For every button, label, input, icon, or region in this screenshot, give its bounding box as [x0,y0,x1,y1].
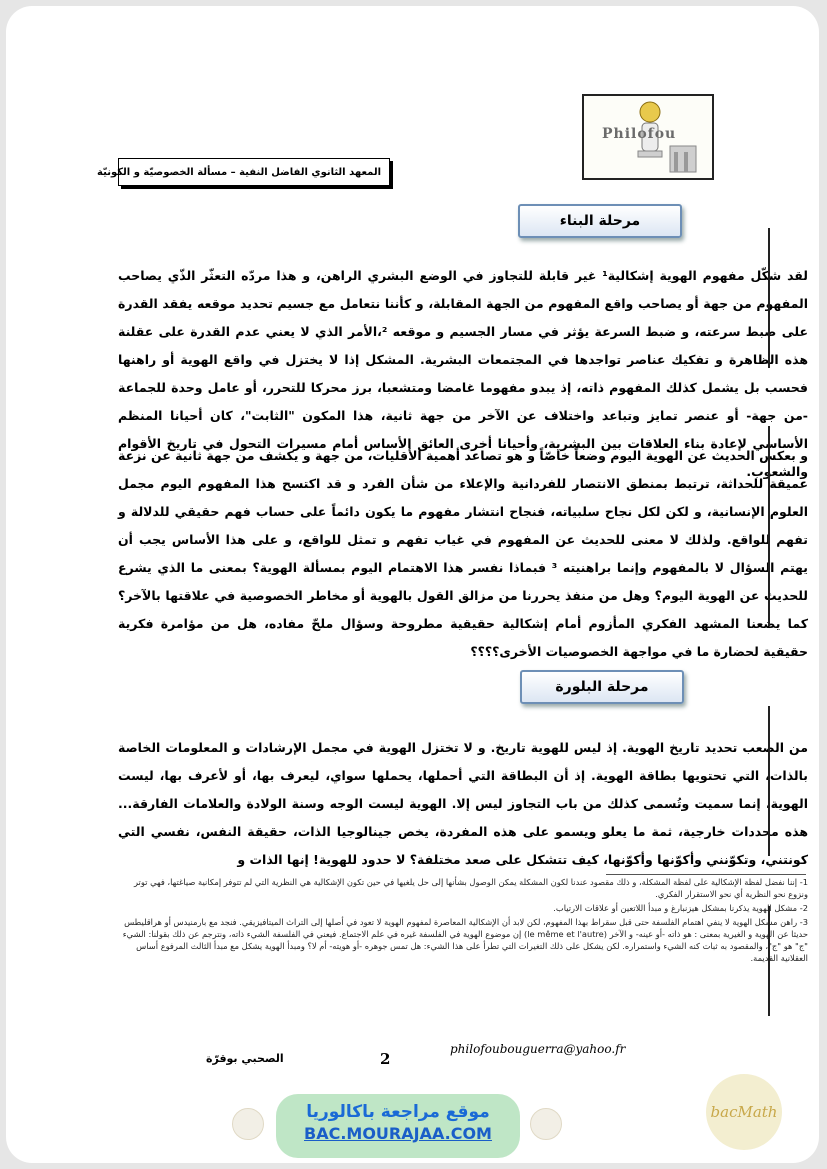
site-logo-icon [530,1108,562,1140]
footnote-3: 3- راهن مشكل الهوية لا ينفي اهتمام الفلسفة حتى قبل سقراط بهذا المفهوم، لكن لابد أن الإشكالية المعاصرة لمفهوم الهوية لا تعود في أصلها إلى التراث الميتافيزيقي. فنجد مع بارمنيدس أو هراقليطس حديثا عن الهوية و الغيرية بمعنى : هو ذاته -أو عينه- و الآخر (le même et l'autre) إن موضوع الهوية في الفلسفة غيره في علم الاجتماع. فيعني في الفلسفة الشيء ذاته، ونترجم عن ذلك بقولنا: الشيء "ج" هو "ج"، والمقصود به ثبات كنه الشيء واستمراره. لكن يشكل على ذلك التغيرات التي تطرأ على هذا الشيء: هل تمس جوهره -أو هويته- أم لا؟ ومبدأ الهوية يشكل مع مبدأ الثالث المرفوع أساس العقلانية القديمة. [122,917,808,963]
header-title: المعهد الثانوي الفاضل النفية – مسألة الخصوصيّة و الكونيّة [118,158,390,186]
philofou-logo [582,94,714,180]
margin-decoration [768,906,794,1016]
paragraph-1: لقد شكّل مفهوم الهوية إشكالية¹ غير قابلة للتجاوز في الوضع البشري الراهن، و هذا مردّه التعثّر الذّي يصاحب المفهوم من جهة أو يصاحب واقع المفهوم من الجهة المقابلة، و كأننا نتعامل مع جسيم تحديد موقعه يفقد القدرة على ضبط سرعته، و ضبط السرعة يؤثر في مسار الجسيم و موقعه ²،الأمر الذي لا يعني عدم القدرة على عقلنة هذه الظاهرة و تفكيك عناصر تواجدها في المجتمعات البشرية. المشكل إذا لا يختزل في واقع الهوية أو راهنها فحسب بل يشمل كذلك المفهوم ذاته، إذ يبدو مفهوما غامضا ومتشعبا، برز محركا للتحرر، أو عامل وحدة للجماعة -من جهة- أو عنصر تمايز وتباعد واختلاف عن الآخر من جهة ثانية، هذا المكون "الثابت"، كان أحيانا المنظم الأساسي لإعادة بناء العلاقات بين البشرية، وأحيانا أخرى العائق الأساس أمام مسيرات التحول في تاريخ الأقوام والشعوب. [118,268,808,479]
margin-decoration [768,706,794,856]
footnote-2: 2- مشكل الهوية يذكرنا بمشكل هيزنبارغ و مبدأ اللاتعين أو علاقات الارتياب. [553,903,808,913]
site-banner[interactable] [276,1094,520,1158]
paragraph-3: من الصعب تحديد تاريخ الهوية. إذ ليس للهوية تاريخ. و لا تختزل الهوية في مجمل الإرشادات و المعلومات الخاصة بالذات، التي تحتويها بطاقة الهوية. إذ أن البطاقة التي أحملها، يحملها سواي، ليعرف بها، أو لأعرف بها، ليست الهوية، إنما سميت وتُسمى كذلك من باب التجاوز ليس إلا. الهوية ليست الوجه وسنة الولادة والعلامات الفارقة... هذه محددات خارجية، ثمة ما يعلو ويسمو على هذه المفردة، يخص جينالوجيا الذات، حقيقة النفس، نفسي التي كونتني، وتكوّنني وأكوّنها وأكوّنها، كيف تتشكل على صعد مختلفة؟ لا حدود للهوية! إنها الذات و [118,740,808,867]
site-logo-icon [232,1108,264,1140]
section-title-crystallization: مرحلة البلورة [520,670,684,704]
document-page [6,6,819,1163]
author-name: الصحبي بوقرّة [206,1052,284,1065]
margin-decoration [768,228,794,368]
banner-url[interactable]: BAC.MOURAJAA.COM [304,1124,492,1143]
logo-text: Philofou [602,126,677,142]
bacmath-logo: bacMath [706,1074,782,1150]
footer-email[interactable]: philofoubouguerra@yahoo.fr [450,1042,626,1056]
footnotes [118,876,808,966]
margin-decoration [768,426,794,626]
section-title-construction: مرحلة البناء [518,204,682,238]
page-number: 2 [380,1050,391,1068]
banner-arabic: موقع مراجعة باكالوريا [306,1102,490,1122]
footnote-divider [606,874,806,875]
paragraph-2: و بعكس الحديث عن الهوية اليوم وضعاً خاصّاً و هو تصاعد أهمية الأقليات، من جهة و يكشف من جهة ثانية عن نزعة عميقة للحداثة، ترتبط بمنطق الانتصار للفردانية والإعلاء من شأن الفرد و قد اكتسح هذا المفهوم اليوم مجمل العلوم الإنسانية، و لكن لكل نجاح سلبياته، فنجاح انتشار مفهوم ما يكون دائماً على حساب فهم حقيقي للدلالة و تفهم للواقع. ولذلك لا معنى للحديث عن المفهوم في غياب تفهم و تمثل للواقع، و على هذا الأساس يجب أن يهتم السؤال لا بالمفهوم وإنما براهنيته ³ فبماذا نفسر هذا الاهتمام اليوم بمسألة الهوية؟ بمعنى ما الذي يشرع للحديث عن الهوية اليوم؟ وهل من منفذ يحررنا من مزالق القول بالهوية أو مخاطر الخصوصية في علاقتها بالآخر؟ كما يضعنا المشهد الفكري المأزوم أمام إشكالية حقيقية مطروحة وسؤال ملحّ مفاده، هل من مؤامرة فكرية حقيقية لحضارة ما في مواجهة الخصوصيات الأخرى؟؟؟؟ [118,448,808,659]
footnote-1: 1- إننا نفضل لفظة الإشكالية على لفظة المشكلة، و ذلك مقصود عندنا لكون المشكلة يمكن الوصول بشأنها إلى حل يلغيها في حين تكون الإشكالية هي النظرية التي لم تتوفر إمكانية صياغتها، فهي توتر ونزوع نحو النظرية أي نحو الاستقرار الفكري. [133,877,808,899]
